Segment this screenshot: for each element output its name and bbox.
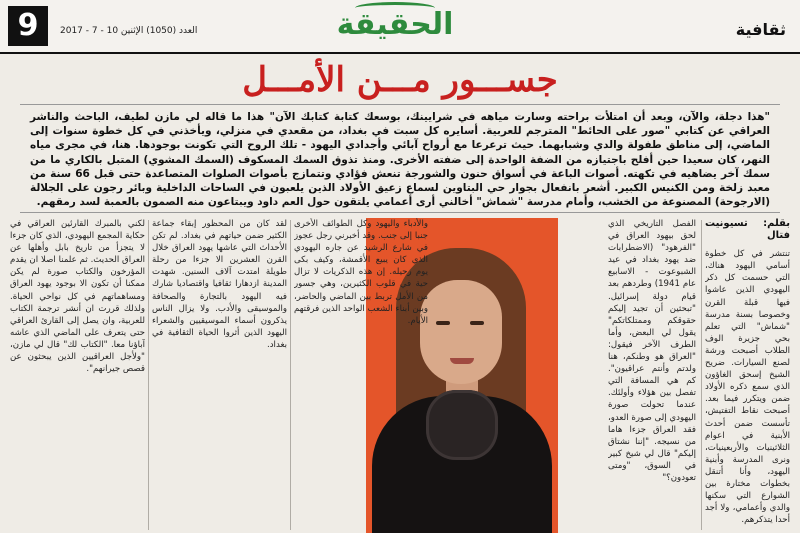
- article-column-2: [608, 218, 696, 533]
- column-1-text: تنتشر في كل خطوة أسامي اليهود هناك، التي حسمت كل ذكر اليهودي الذين عاشوا فيها قبلة القرن وخصوصا بسنة مدرسة "شماش" التي تعلم بحي جزيرة الوف الطلاب أصبحت ورشة لصنع السيارات. ضريح الشيخ إسحق الغاؤون الذي سمع ذكره الأولاد ضمن ويتكرر فيما بعد. أصبحت نقاط التفتيش، تأسست ضمن أحدث الأبنية في اعوام الثلاثينيات والأربعينيات، ونرى المدرسة وأبنية اليهود، وأنا أتنقل بخطوات مختارة بين الشوارع التي سكنها والدي وأعمامي، ولا أجد أحدا يتذكرهم.: [705, 249, 790, 526]
- intro-divider: [20, 212, 780, 213]
- newspaper-logo: الحقيقة: [336, 7, 454, 42]
- headline-divider: [20, 104, 780, 105]
- column-3-text: والأدباء واليهود وكل الطوائف الأخرى جنبا إلى جنب. وقد أخبرني رجل عجوز في شارع الرشيد عن جاره اليهودي الذي كان يبيع الأقمشة، وكيف بكى يوم رحيله. إن هذه الذكريات لا تزال حية في قلوب الكثيرين، وهي جسور من الأمل تربط بين الماضي والحاضر، وبين أبناء الشعب الواحد الذين فرقتهم الأيام.: [294, 219, 428, 326]
- article-intro: "هذا دجلة، والآن، وبعد أن امتلأت براحته وسارت مياهه في شرايينك، بوسعك كتابة كتابك الآن" هذا ما قاله لي مازن لطيف، الباحث والناشر العراقي عن كتابي "صور على الحائط" المترجم للعربية. أسايره كل سبت في بغداد، من مقعدي في منزلي، ويأخذني في كل خطوة سنوات إلى الماضي، إلى مناطق طفولة والدي وشبابهما. حيث ترعرعا مع أرواح آبائي وأجدادي اليهود - تلك الروح التي تكونت بوجودها. هنا، في مجرى مياه النهر، كان سعيدا حين أفلح باجتيازه من الضفة الواحدة إلى ضفته الأخرى. ومنذ تذوق السمك المسكوف (السمك المشوي) المتبل بالكاري ما من سمك آخر يضاهيه في تكهته. أصوات الباعة في أسواق حنون والشورجة تنعش فؤادي وتتمازج بأصوات الصلوات المتصاعدة حتى قبل 66 سنة من معبد زلخة ومن الكنيس الكبير. أشعر بانفعال بجوار حي البتاوين لسماع زعيق الأولاد الذين يلعبون في الساحات الداخلية وبائر رجون على الجلالة (الارجوحة) المصنوعة من الخشب، وأمام مدرسة "شماش" أخالني أرى أعمامي يلتقون حول العم داود ويبتاعون منه الصمون بالعمبة لسد رمقهم.: [30, 111, 770, 209]
- issue-line: العدد (1050) الإثنين 10 - 7 - 2017: [60, 26, 198, 36]
- article-byline: بقلم: تسيونيت فتال: [705, 218, 790, 242]
- column-2-text: الفصل التاريخي الذي لحق بيهود العراق في "الفرهود" (الاضطرابات ضد يهود بغداد في عيد الشبوعوت - الاسابيع عام 1941) وطردهم بعد قيام دولة إسرائيل. "تبحثين أن تجيد إليكم حقوقكم وممتلكاتكم" يقول لي البعض، وأما الطرف الآخر فيقول: "العراق هو وطنكم، هنا ولدتم وأنتم عراقيون". كم هي المسافة التي تفصل بين هؤلاء وأولئك. عندما تحولت صورة اليهودي إلى صورة العدو، فقد العراق جزءا هاما من نسيجه. "إننا نشتاق إليكم" قال لي شيخ كبير في السوق، "ومتى تعودون؟": [608, 219, 696, 483]
- photo-face: [420, 280, 502, 384]
- photo-eye-left: [436, 321, 450, 325]
- section-title: ثقافية: [735, 20, 786, 39]
- masthead: [0, 0, 800, 54]
- article-column-4: [152, 218, 287, 533]
- page-number: 9: [8, 6, 48, 46]
- column-divider: [290, 220, 291, 530]
- article-column-5: [10, 218, 145, 533]
- column-divider: [148, 220, 149, 530]
- article-column-3: [294, 218, 428, 533]
- article-column-1: [705, 218, 790, 533]
- photo-eye-right: [470, 321, 484, 325]
- column-5-text: لكني بالمبرك القارئين العراقي في حكاية المجمع اليهودي، الذي كان جزءا لا يتجزأ من تاريخ بابل وأهلها عن العراق الحديث. ثم علمنا اصلا ان يقدم المؤرخون والكتاب صورة لم يكن ممكنا أن تكون الا بوجود يهود العراق ومساهماتهم في كل نواحي الحياة. ولذلك قررت ان أنشر ترجمة الكتاب للعربية، وان يصل إلى القارئ العراقي حتى يتعرف على الماضي الذي عاشه آباؤنا معا. "الكتاب لك" قال لي مازن، "ولأجل العراقيين الذين يبحثون عن قصص جيرانهم".: [10, 219, 145, 375]
- column-divider: [701, 220, 702, 530]
- article-headline: جســـور مـــن الأمـــل: [242, 60, 558, 100]
- photo-scarf: [426, 390, 498, 460]
- column-4-text: لقد كان من المحظور إبقاء جماعة الكثير ضمن حياتهم في بغداد. لم تكن الأحداث التي عاشها يهود العراق خلال القرن العشرين الا جزءا من رحلة طويلة امتدت آلاف السنين. شهدت المدينة ازدهارا ثقافيا واقتصاديا شارك فيه اليهود بالتجارة والصحافة والموسيقى والأدب. ولا يزال الناس يذكرون أسماء الموسيقيين والشعراء اليهود الذين أثروا الحياة الثقافية في بغداد.: [152, 219, 287, 350]
- photo-mouth: [450, 358, 474, 364]
